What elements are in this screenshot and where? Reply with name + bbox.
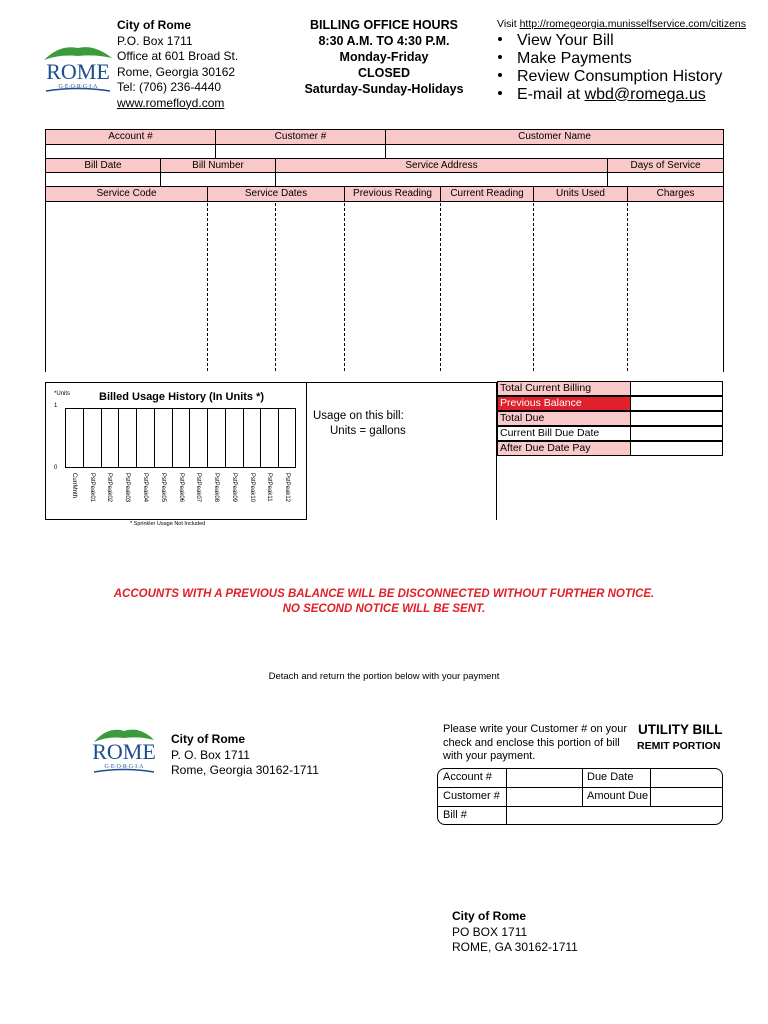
usage-title: Billed Usage History (In Units *)	[99, 391, 265, 403]
mail-city: ROME, GA 30162-1711	[452, 940, 578, 954]
header-po: P.O. Box 1711	[117, 33, 193, 48]
header-address	[117, 18, 238, 111]
remit-divider-h2	[437, 806, 723, 807]
email-prefix: E-mail at	[517, 85, 585, 103]
remit-instructions	[443, 723, 627, 764]
email-link[interactable]: wbd@romega.us	[584, 85, 706, 103]
header-customer-name: Customer Name	[386, 130, 723, 145]
usage-units-note: *Units	[54, 391, 71, 397]
visit-url-link[interactable]: http://romegeorgia.munisselfservice.com/citizens	[519, 18, 746, 30]
value-bill-date	[46, 173, 161, 187]
usage-bar-divider	[260, 408, 261, 468]
value-bill-number	[161, 173, 276, 187]
column-divider	[533, 203, 534, 371]
billing-table	[45, 129, 724, 372]
remit-divider-h1	[437, 787, 723, 788]
header-units-used: Units Used	[534, 187, 628, 202]
value-days-of-service	[608, 173, 723, 187]
city-logo-top	[42, 42, 114, 94]
hours-title: BILLING OFFICE HOURS	[310, 18, 458, 32]
header-previous-reading: Previous Reading	[345, 187, 441, 202]
header-bill-number: Bill Number	[161, 159, 276, 173]
column-divider	[344, 203, 345, 371]
usage-bar-divider	[189, 408, 190, 468]
remit-divider-v1	[506, 768, 507, 825]
header-customer-number: Customer #	[216, 130, 386, 145]
visit-prefix: Visit	[497, 18, 520, 30]
total-due-label: Total Due	[498, 412, 631, 425]
total-current-billing-row	[497, 381, 723, 396]
usage-month-label: PstPeak09	[230, 473, 237, 503]
after-due-row	[497, 441, 723, 456]
header-org: City of Rome	[117, 18, 192, 32]
usage-y-top: 1	[54, 403, 58, 409]
previous-balance-label: Previous Balance	[498, 397, 631, 410]
disconnect-warning: ACCOUNTS WITH A PREVIOUS BALANCE WILL BE DISCONNECTED WITHOUT FURTHER NOTICE.	[113, 588, 655, 600]
svg-text:G·E·O·R·G·I·A: G·E·O·R·G·I·A	[58, 84, 98, 90]
remit-portion-subtitle: REMIT PORTION	[637, 740, 721, 752]
hours-closed: CLOSED	[357, 66, 411, 80]
mail-po: PO BOX 1711	[452, 924, 528, 939]
header-web-link[interactable]: www.romefloyd.com	[117, 95, 225, 110]
header-bill-date: Bill Date	[46, 159, 161, 173]
previous-balance-row	[497, 396, 723, 411]
usage-month-label: PstPeak05	[159, 473, 166, 503]
value-account	[46, 145, 216, 159]
mailing-address	[452, 909, 578, 956]
header-city: Rome, Georgia 30162	[117, 64, 236, 79]
header-current-reading: Current Reading	[441, 187, 534, 202]
remit-amount-due-label: Amount Due	[587, 790, 649, 802]
usage-bar-divider	[278, 408, 279, 468]
hours-time: 8:30 A.M. TO 4:30 P.M.	[318, 34, 450, 48]
usage-month-label: PstPeak10	[248, 473, 255, 503]
header-service-address: Service Address	[276, 159, 608, 173]
remit-city: Rome, Georgia 30162-1711	[171, 763, 319, 777]
visit-info	[497, 18, 746, 104]
usage-bar-divider	[243, 408, 244, 468]
usage-month-label: PstPeak03	[124, 473, 131, 503]
remit-address	[171, 732, 319, 779]
remit-org: City of Rome	[171, 732, 246, 746]
header-service-dates: Service Dates	[208, 187, 345, 202]
column-divider	[207, 203, 208, 371]
usage-y-bottom: 0	[54, 465, 58, 471]
header-office: Office at 601 Broad St.	[117, 49, 239, 63]
usage-month-label: PstPeak12	[284, 473, 291, 503]
usage-bar-divider	[118, 408, 119, 468]
usage-month-label: PstPeak06	[177, 473, 184, 503]
hours-closed-days: Saturday-Sunday-Holidays	[304, 82, 464, 96]
total-due-row	[497, 411, 723, 426]
mail-org: City of Rome	[452, 909, 527, 923]
svg-text:ROME: ROME	[46, 59, 110, 84]
remit-instr-1: Please write your Customer # on your	[443, 723, 628, 735]
usage-bar-divider	[172, 408, 173, 468]
usage-month-label: CurrMnth	[70, 473, 77, 499]
header-account: Account #	[46, 130, 216, 145]
sprinkler-note: * Sprinkler Usage Not Included	[130, 521, 206, 527]
svg-text:ROME: ROME	[92, 739, 156, 764]
remit-instr-2: check and enclose this portion of bill	[443, 736, 620, 749]
value-customer-name	[386, 145, 723, 159]
header-charges: Charges	[628, 187, 723, 202]
usage-summary-box	[307, 382, 497, 520]
usage-month-label: PstPeak11	[266, 473, 273, 502]
due-date-label: Current Bill Due Date	[498, 427, 631, 440]
usage-bar-divider	[154, 408, 155, 468]
remit-due-date-label: Due Date	[587, 771, 634, 783]
remit-instr-3: with your payment.	[443, 750, 536, 762]
usage-bar-divider	[225, 408, 226, 468]
column-divider	[275, 203, 276, 371]
usage-month-label: PstPeak08	[213, 473, 220, 503]
header-service-code: Service Code	[46, 187, 208, 202]
header-tel: Tel: (706) 236-4440	[117, 80, 222, 94]
due-date-row	[497, 426, 723, 441]
usage-month-label: PstPeak01	[88, 473, 95, 503]
usage-bar-divider	[101, 408, 102, 468]
remit-bill-label: Bill #	[443, 809, 467, 821]
header-days-of-service: Days of Service	[608, 159, 723, 173]
total-current-billing-label: Total Current Billing	[498, 382, 631, 395]
visit-item-consumption: Review Consumption History	[497, 68, 746, 86]
column-divider	[440, 203, 441, 371]
usage-bar-divider	[207, 408, 208, 468]
remit-customer-label: Customer #	[443, 790, 500, 802]
usage-units-gallons: Units = gallons	[330, 425, 406, 437]
usage-bar-divider	[83, 408, 84, 468]
visit-item-email	[497, 86, 746, 104]
usage-on-bill: Usage on this bill:	[313, 410, 404, 422]
after-due-label: After Due Date Pay	[498, 442, 631, 455]
remit-po: P. O. Box 1711	[171, 747, 250, 762]
visit-item-view-bill: View Your Bill	[497, 32, 746, 50]
remit-account-label: Account #	[443, 771, 492, 783]
usage-month-label: PstPeak04	[141, 473, 148, 503]
value-customer-number	[216, 145, 386, 159]
usage-bar-divider	[136, 408, 137, 468]
value-service-address	[276, 173, 608, 187]
detach-instructions: Detach and return the portion below with your payment	[268, 671, 500, 682]
column-divider	[627, 203, 628, 371]
hours-days: Monday-Friday	[339, 50, 429, 64]
usage-month-label: PstPeak07	[195, 473, 202, 503]
visit-item-make-payments: Make Payments	[497, 50, 746, 68]
billing-office-hours	[300, 17, 468, 97]
city-logo-remit	[88, 726, 160, 776]
utility-bill-title: UTILITY BILL	[638, 722, 723, 737]
usage-month-label: PstPeak02	[106, 473, 113, 503]
no-second-notice: NO SECOND NOTICE WILL BE SENT.	[282, 603, 486, 615]
svg-text:G·E·O·R·G·I·A: G·E·O·R·G·I·A	[104, 764, 144, 770]
